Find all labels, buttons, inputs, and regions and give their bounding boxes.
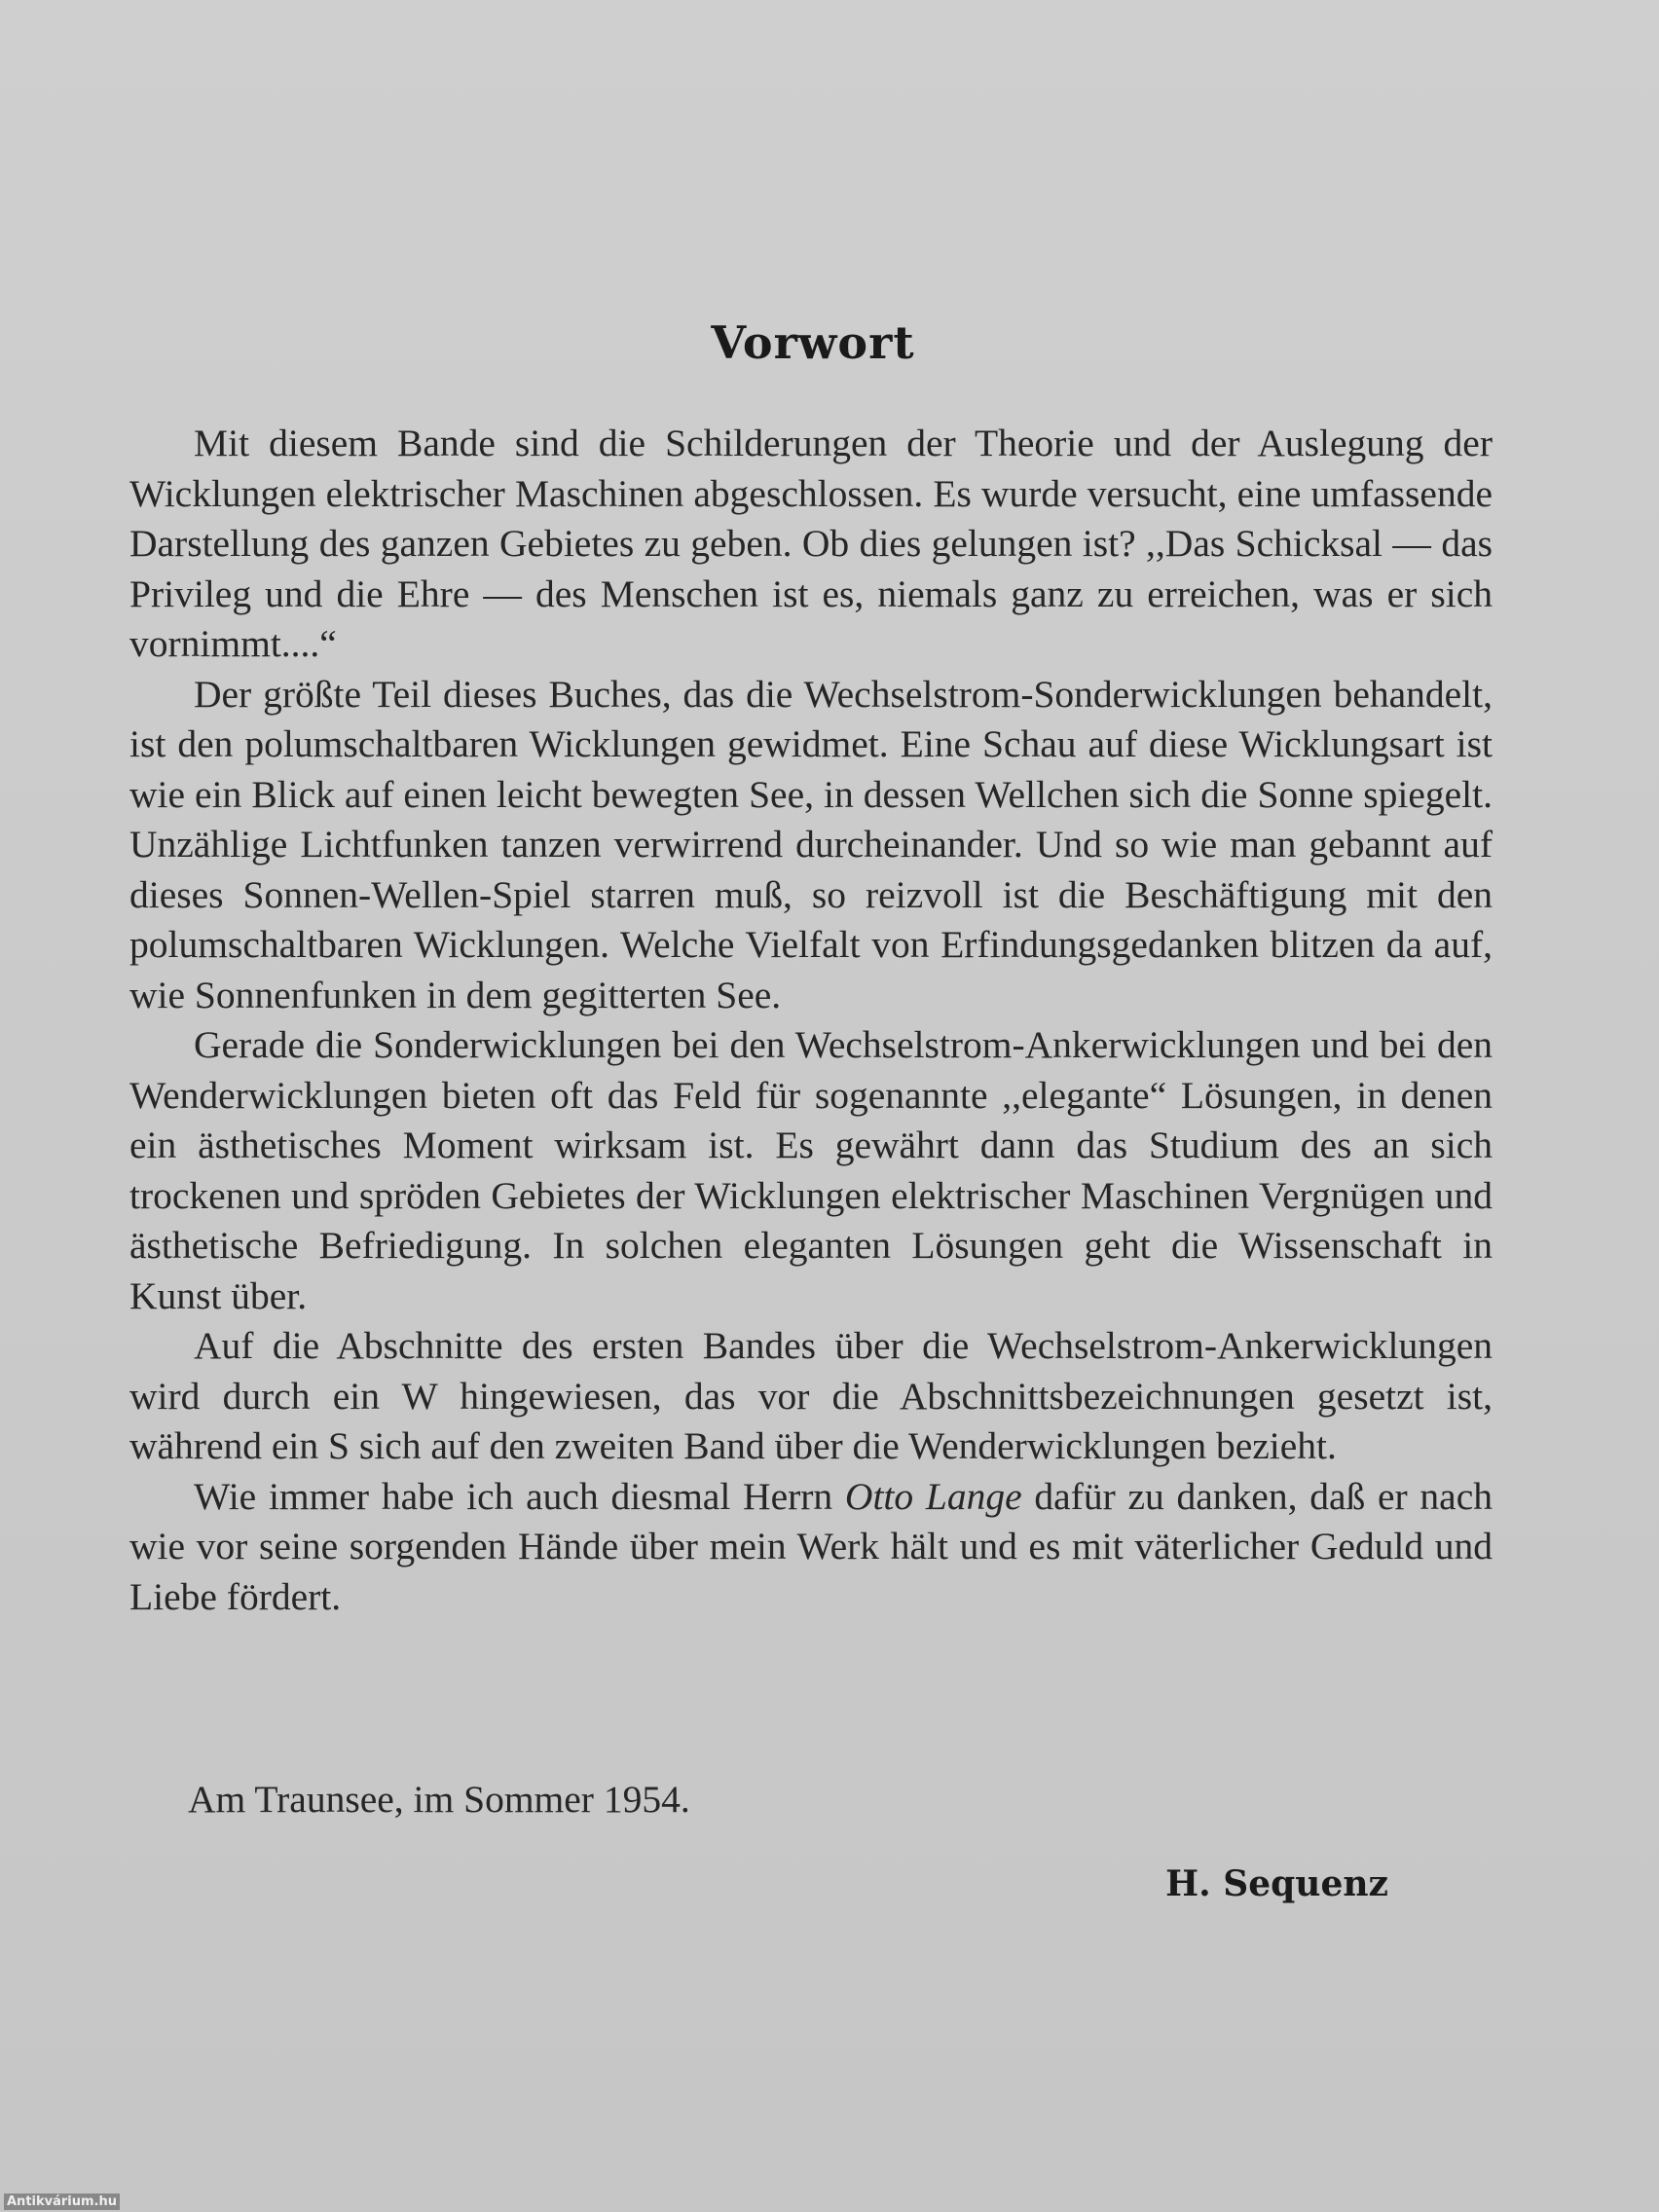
paragraph-4: Auf die Abschnitte des ersten Bandes über die Wechselstrom-Ankerwicklungen wird durch ein W hingewiesen, das vor die Abschnittsbezeichnungen gesetzt ist, während ein S sich auf den zweiten Band über die Wenderwicklungen bezieht.	[129, 1324, 1493, 1467]
paragraph-5-end: dafür zu danken, daß er nach wie vor seine sorgenden Hände über mein Werk hält und es mit väterlicher Geduld und Liebe fördert.	[129, 1474, 1493, 1618]
paragraph-5	[129, 1472, 1493, 1623]
paragraph-3: Gerade die Sonderwicklungen bei den Wechselstrom-Ankerwicklungen und bei den Wenderwicklungen bieten oft das Feld für sogenannte ,,elegante“ Lösungen, in denen ein ästhetisches Moment wirksam ist. Es gewährt dann das Studium des an sich trockenen und spröden Gebietes der Wicklungen elektrischer Maschinen Vergnügen und ästhetische Befriedigung. In solchen eleganten Lösungen geht die Wissenschaft in Kunst über.	[129, 1023, 1493, 1317]
paragraph-5-start: Wie immer habe ich auch diesmal Herrn	[194, 1474, 845, 1518]
italic-name: Otto Lange	[844, 1474, 1022, 1518]
watermark: Antikvárium.hu	[4, 2194, 120, 2210]
author-signature: H. Sequenz	[1165, 1863, 1388, 1904]
body-text	[129, 419, 1493, 1622]
paragraph-2: Der größte Teil dieses Buches, das die Wechselstrom-Sonderwicklungen behandelt, ist den polumschaltbaren Wicklungen gewidmet. Eine Schau auf diese Wicklungsart ist wie ein Blick auf einen leicht bewegten See, in dessen Wellchen sich die Sonne spiegelt. Unzählige Lichtfunken tanzen verwirrend durcheinander. Und so wie man gebannt auf dieses Sonnen-Wellen-Spiel starren muß, so reizvoll ist die Beschäftigung mit den polumschaltbaren Wicklungen. Welche Vielfalt von Erfindungsgedanken blitzen da auf, wie Sonnenfunken in dem gegitterten See.	[129, 672, 1493, 1016]
place-date-line: Am Traunsee, im Sommer 1954.	[188, 1778, 690, 1821]
page-title: Vorwort	[711, 316, 915, 369]
paragraph-1: Mit diesem Bande sind die Schilderungen der Theorie und der Auslegung der Wicklungen elektrischer Maschinen abgeschlossen. Es wurde versucht, eine umfassende Darstellung des ganzen Gebietes zu geben. Ob dies gelungen ist? ,,Das Schicksal — das Privileg und die Ehre — des Menschen ist es, niemals ganz zu erreichen, was er sich vornimmt....“	[129, 422, 1493, 665]
